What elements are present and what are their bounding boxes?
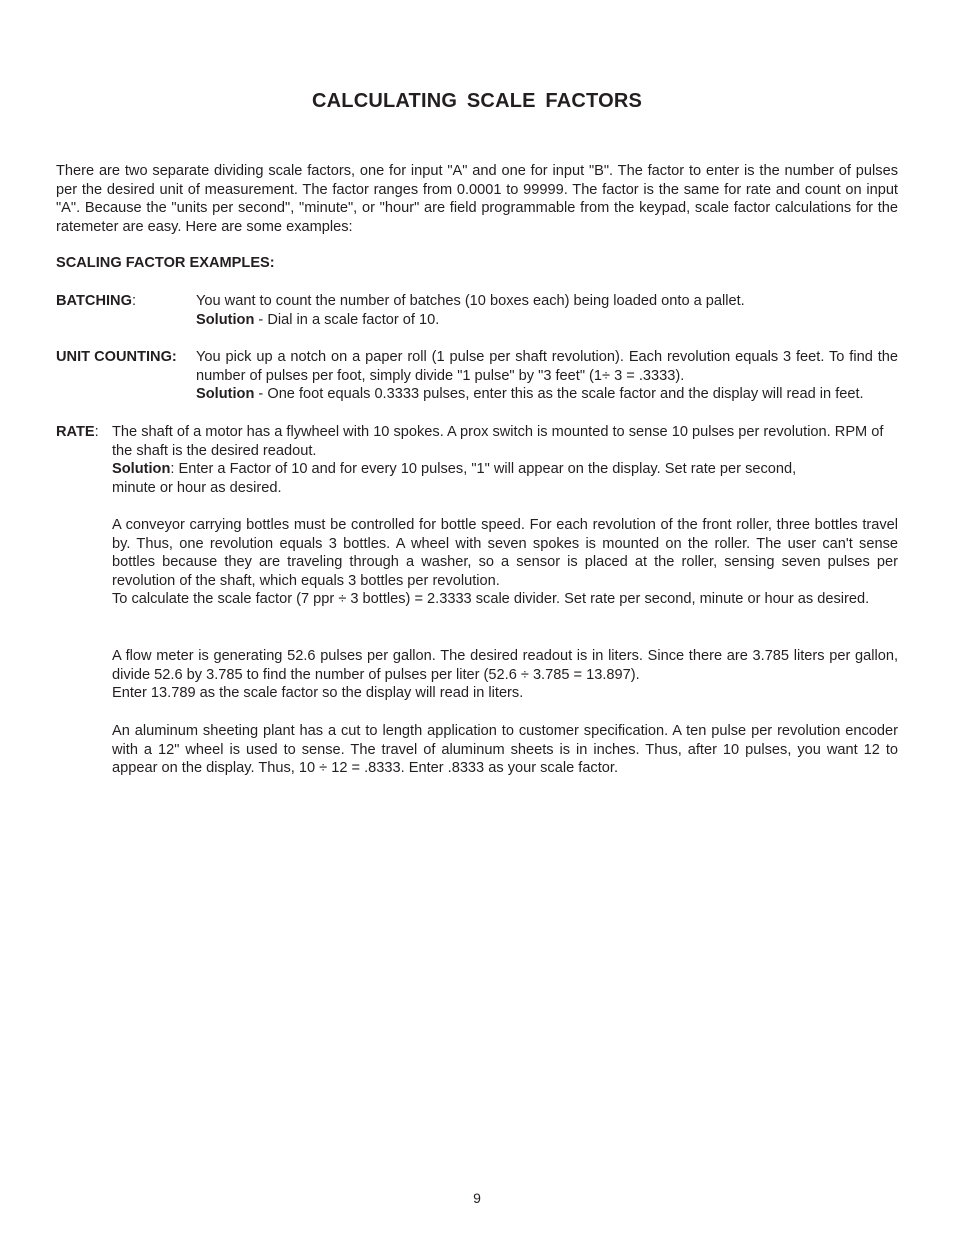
- solution-label: Solution: [196, 311, 255, 328]
- intro-paragraph: There are two separate dividing scale factors, one for input "A" and one for input "B". The factor to enter is the number of pulses per the desired unit of measurement. The factor ranges from 0.0001 to 99999. The factor is the same for rate and count on input "A". Because the "units per second", "minute", or "hour" are field programmable from the keypad, scale factor calculations for the ratemeter are easy. Here are some examples:: [56, 163, 898, 235]
- unit-counting-solution: Solution - One foot equals 0.3333 pulses, enter this as the scale factor and the display will read in feet.: [196, 386, 864, 403]
- conveyor-calculation: To calculate the scale factor (7 ppr ÷ 3 bottles) = 2.3333 scale divider. Set rate per second, minute or hour as desired.: [112, 591, 870, 608]
- solution-label: Solution: [196, 386, 255, 403]
- unit-counting-text: You pick up a notch on a paper roll (1 pulse per shaft revolution). Each revolution equals 3 feet. To find the number of pulses per foot, simply divide "1 pulse" by "3 feet" (1÷ 3 = .3333).: [196, 349, 898, 384]
- flow-meter-example: [112, 647, 898, 703]
- rate-solution: Solution: Enter a Factor of 10 and for every 10 pulses, "1" will appear on the display. Set rate per second, minute or hour as desired.: [112, 461, 797, 496]
- aluminum-example: [112, 722, 898, 778]
- flow-meter-paragraph: A flow meter is generating 52.6 pulses per gallon. The desired readout is in liters. Since there are 3.785 liters per gallon, divide 52.6 by 3.785 to find the number of pulses per liter (52.6 ÷ 3.785 = 13.897).: [112, 648, 898, 683]
- batching-text: You want to count the number of batches (10 boxes each) being loaded onto a pallet.: [196, 293, 745, 309]
- aluminum-paragraph: An aluminum sheeting plant has a cut to length application to customer specification. A ten pulse per revolution encoder with a 12" wheel is used to sense. The travel of aluminum sheets is in inches. Thus, after 10 pulses, you want 12 to appear on the display. Thus, 10 ÷ 12 = .8333. Enter .8333 as your scale factor.: [112, 723, 898, 777]
- batching-solution: Solution - Dial in a scale factor of 10.: [196, 311, 440, 328]
- rate-label: RATE:: [56, 424, 99, 440]
- rate-body: [112, 423, 898, 497]
- rate-text: The shaft of a motor has a flywheel with 10 spokes. A prox switch is mounted to sense 10 pulses per revolution. RPM of the shaft is the desired readout.: [112, 424, 884, 459]
- conveyor-paragraph: A conveyor carrying bottles must be controlled for bottle speed. For each revolution of the front roller, three bottles travel by. Thus, one revolution equals 3 bottles. A wheel with seven spokes is mounted on the roller. The user can't sense bottles because they are traveling through a washer, so a sensor is placed at the roller, sensing seven pulses per revolution of the shaft, which equals 3 bottles per revolution.: [112, 517, 898, 589]
- page-number: 9: [473, 1190, 481, 1206]
- page-title: CALCULATING SCALE FACTORS: [311, 90, 643, 112]
- examples-subheading: SCALING FACTOR EXAMPLES:: [56, 255, 275, 271]
- solution-label: Solution: [112, 461, 171, 478]
- unit-counting-label: UNIT COUNTING:: [56, 349, 177, 365]
- batching-body: [196, 292, 898, 329]
- batching-label: BATCHING:: [56, 293, 136, 309]
- conveyor-example: [112, 516, 898, 609]
- flow-meter-instruction: Enter 13.789 as the scale factor so the display will read in liters.: [112, 685, 524, 702]
- unit-counting-body: [196, 348, 898, 404]
